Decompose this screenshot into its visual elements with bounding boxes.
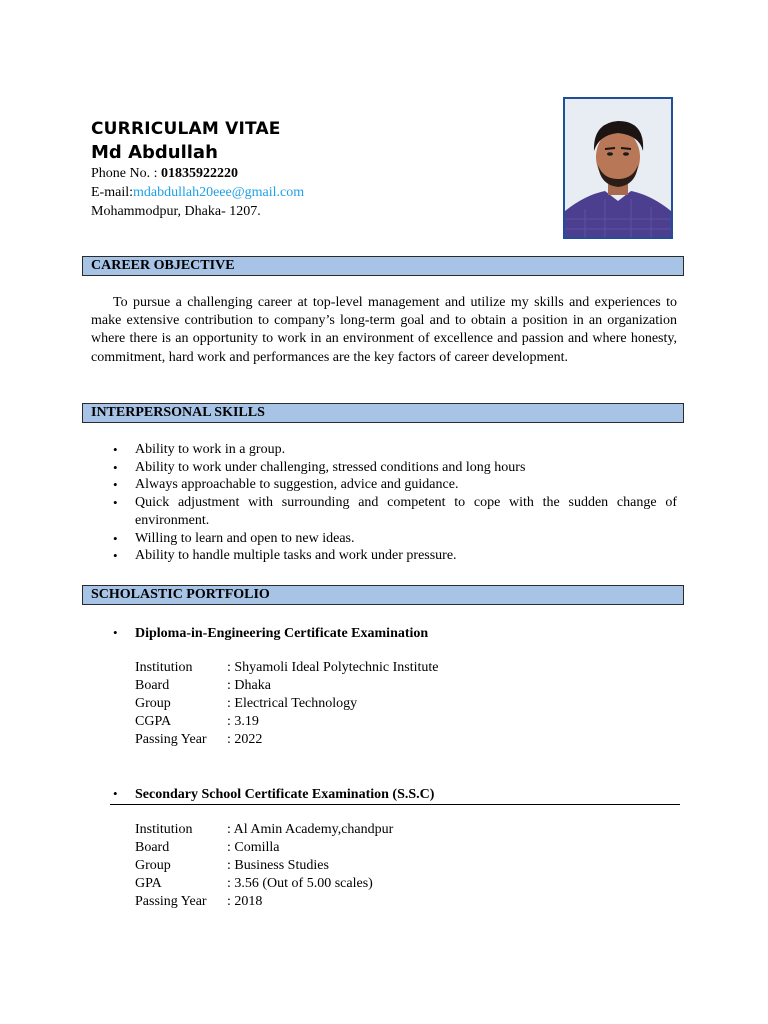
- section-title-scholastic-portfolio: SCHOLASTIC PORTFOLIO: [91, 587, 270, 602]
- bullet-icon: •: [113, 625, 118, 640]
- skill-text: Ability to work in a group.: [135, 442, 286, 457]
- section-title-career-objective: CAREER OBJECTIVE: [91, 258, 235, 273]
- detail-key: Board: [135, 677, 170, 693]
- list-item: [91, 441, 677, 459]
- exam-heading-diploma: [113, 625, 428, 642]
- skill-text: Ability to work under challenging, stressed conditions and long hours: [135, 459, 526, 475]
- exam-details-diploma: [135, 659, 439, 749]
- detail-key: Institution: [135, 822, 193, 837]
- detail-value: : 2022: [227, 731, 263, 747]
- bullet-icon: •: [113, 495, 118, 511]
- detail-value: : Comilla: [227, 839, 280, 855]
- bullet-icon: •: [113, 530, 118, 546]
- detail-key: CGPA: [135, 713, 172, 729]
- table-row: [135, 839, 393, 857]
- detail-value: : 3.56 (Out of 5.00 scales): [227, 875, 373, 891]
- skill-text: Quick adjustment with surrounding and competent to cope with the sudden change of environment.: [135, 495, 677, 528]
- detail-key: Group: [135, 695, 171, 711]
- list-item: [91, 459, 677, 477]
- table-row: [135, 677, 439, 695]
- address: Mohammodpur, Dhaka- 1207.: [91, 204, 261, 219]
- skill-text: Always approachable to suggestion, advice and guidance.: [135, 477, 459, 493]
- detail-key: Institution: [135, 660, 193, 675]
- table-row: [135, 695, 439, 713]
- detail-value: : Al Amin Academy,chandpur: [227, 822, 394, 837]
- section-bar-career-objective: [82, 256, 684, 276]
- skills-list: [91, 441, 677, 565]
- section-bar-scholastic-portfolio: [82, 585, 684, 605]
- phone-label: Phone No: [91, 166, 147, 181]
- detail-value: : Business Studies: [227, 857, 329, 873]
- list-item: [91, 547, 677, 565]
- skill-text: Ability to handle multiple tasks and work under pressure.: [135, 548, 457, 564]
- detail-key: Board: [135, 839, 170, 855]
- phone-line: [91, 165, 238, 183]
- table-row: [135, 893, 393, 911]
- detail-key: Passing Year: [135, 731, 207, 747]
- detail-key: Passing Year: [135, 893, 207, 909]
- list-item: [91, 476, 677, 494]
- list-item: [91, 494, 677, 529]
- email-label: E-mail:: [91, 185, 133, 200]
- section-title-interpersonal-skills: INTERPERSONAL SKILLS: [91, 405, 265, 420]
- table-row: [135, 659, 439, 677]
- detail-value: : Dhaka: [227, 677, 271, 693]
- profile-photo: [563, 97, 673, 239]
- detail-value: : 2018: [227, 893, 263, 909]
- bullet-icon: •: [113, 548, 118, 564]
- exam-heading-ssc: [113, 786, 434, 803]
- list-item: [91, 530, 677, 548]
- phone-separator: . :: [146, 166, 162, 181]
- table-row: [135, 731, 439, 749]
- section-bar-interpersonal-skills: [82, 403, 684, 423]
- detail-value: : Electrical Technology: [227, 695, 358, 711]
- divider: [110, 804, 680, 805]
- phone-number: 01835922220: [161, 166, 239, 181]
- email-link[interactable]: mdabdullah20eee@gmail.com: [133, 185, 305, 200]
- detail-key: GPA: [135, 875, 162, 891]
- bullet-icon: •: [113, 442, 118, 457]
- exam-title: Secondary School Certificate Examination (S.S.C): [135, 787, 435, 802]
- career-objective-text: To pursue a challenging career at top-level management and utilize my skills and experiences to make extensive contribution to company’s long-term goal and to obtain a position in an organization where there is an opportunity to work in an environment of excellence and passion and where honesty, commitment, hard work and performances are the key factors of career development.: [91, 295, 677, 365]
- table-row: [135, 875, 393, 893]
- detail-key: Group: [135, 857, 171, 873]
- profile-photo-illustration: [565, 99, 671, 237]
- table-row: [135, 821, 393, 839]
- exam-title: Diploma-in-Engineering Certificate Examination: [135, 626, 429, 641]
- bullet-icon: •: [113, 459, 118, 475]
- document-title: CURRICULAM VITAE: [91, 119, 281, 139]
- bullet-icon: •: [113, 477, 118, 493]
- detail-value: : 3.19: [227, 713, 259, 729]
- detail-value: : Shyamoli Ideal Polytechnic Institute: [227, 660, 439, 675]
- email-line: [91, 184, 304, 202]
- applicant-name: Md Abdullah: [91, 142, 218, 163]
- exam-details-ssc: [135, 821, 393, 911]
- table-row: [135, 713, 439, 731]
- skill-text: Willing to learn and open to new ideas.: [135, 530, 355, 546]
- table-row: [135, 857, 393, 875]
- bullet-icon: •: [113, 786, 118, 801]
